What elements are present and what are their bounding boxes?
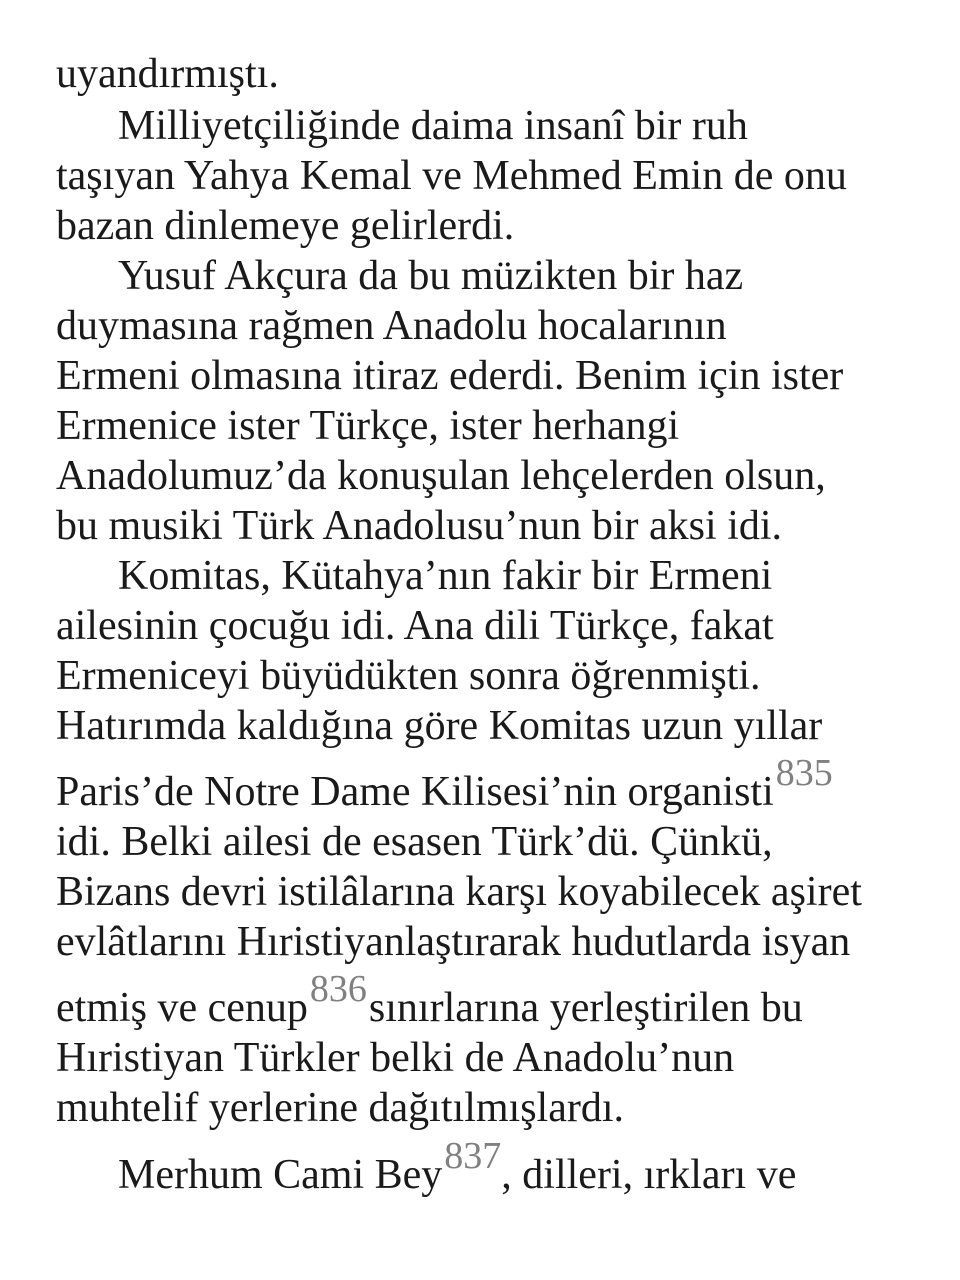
text-line: Hatırımda kaldığına göre Komitas uzun yıllar [56,703,823,749]
text-line: taşıyan Yahya Kemal ve Mehmed Emin de onu [56,153,847,199]
text-line [56,752,835,818]
text-line: ailesinin çocuğu idi. Ana dili Türkçe, fakat [56,603,774,649]
line-text: sınırlarına yerleştirilen bu [368,985,803,1031]
line-text: Paris’de Notre Dame Kilisesi’nin organisti [56,769,774,815]
text-line: muhtelif yerlerine dağıtılmışlardı. [56,1085,625,1131]
text-line: Ermenice ister Türkçe, ister herhangi [56,403,680,449]
text-line: idi. Belki ailesi de esasen Türk’dü. Çünkü, [56,819,773,865]
text-line: uyandırmıştı. [56,51,279,97]
text-line: Anadolumuz’da konuşulan lehçelerden olsun, [56,453,826,499]
text-line: duymasına rağmen Anadolu hocalarının [56,303,727,349]
text-line: evlâtlarını Hıristiyanlaştırarak hudutlarda isyan [56,919,851,965]
footnote-reference[interactable]: 836 [309,968,367,1010]
line-text: , dilleri, ırkları ve [501,1152,797,1198]
text-line: Ermeni olmasına itiraz ederdi. Benim için ister [56,353,844,399]
footnote-reference[interactable]: 837 [444,1135,502,1177]
text-line: Bizans devri istilâlarına karşı koyabilecek aşiret [56,869,862,915]
text-line [56,968,803,1034]
text-line: Hıristiyan Türkler belki de Anadolu’nun [56,1035,735,1081]
line-text: etmiş ve cenup [56,985,308,1031]
text-line [118,1135,797,1201]
text-line: Milliyetçiliğinde daima insanî bir ruh [118,103,748,149]
text-line: bu musiki Türk Anadolusu’nun bir aksi idi. [56,503,783,549]
text-line: Ermeniceyi büyüdükten sonra öğrenmişti. [56,653,761,699]
line-text: Merhum Cami Bey [118,1152,443,1198]
text-line: Komitas, Kütahya’nın fakir bir Ermeni [118,553,773,599]
text-line: Yusuf Akçura da bu müzikten bir haz [118,253,744,299]
text-line: bazan dinlemeye gelirlerdi. [56,203,515,249]
footnote-reference[interactable]: 835 [775,752,833,794]
